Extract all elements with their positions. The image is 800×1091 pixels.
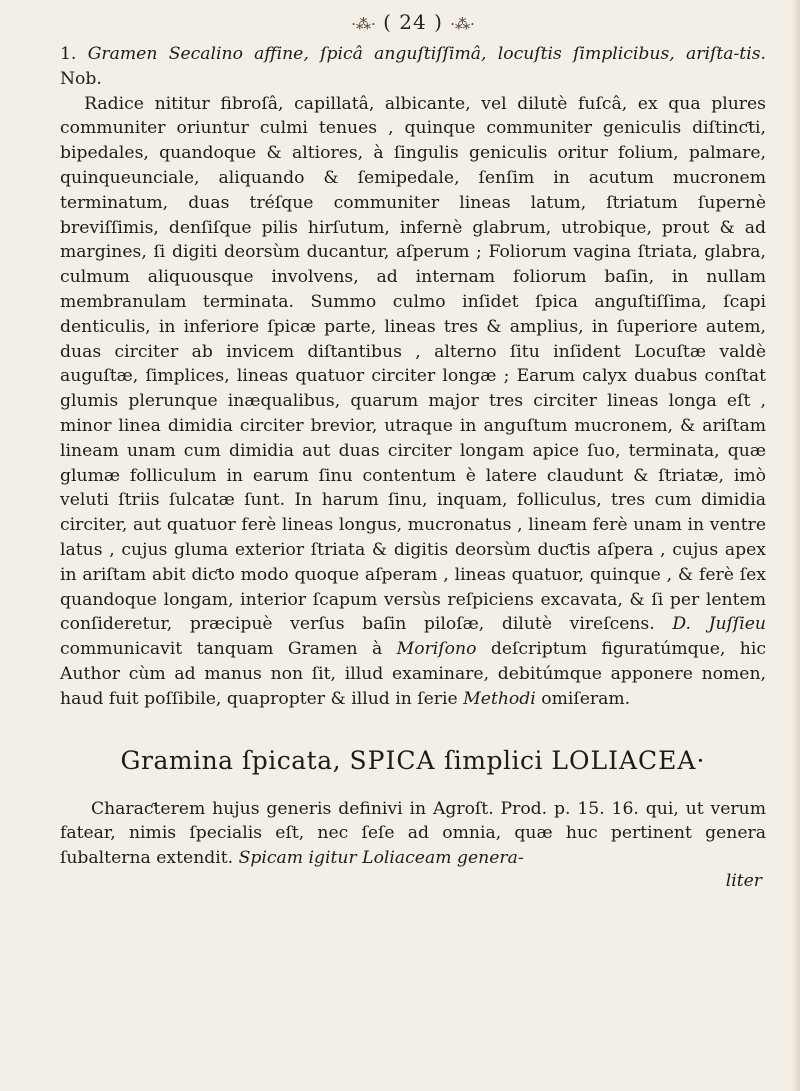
book-title: Methodi (463, 688, 536, 709)
entry-author: Nob. (60, 68, 102, 89)
genus-heading-part4: LOLIACEA· (551, 745, 706, 775)
entry-heading (60, 42, 766, 92)
catchword: liter (725, 870, 762, 891)
entry-title: Gramen Secalino affine, ſpicâ anguſtiſſimâ, locuſtis ſimplicibus, ariſta-tis. (87, 44, 766, 64)
genus-paragraph (60, 797, 766, 871)
ornament-left: ·⁂· (351, 15, 376, 33)
genus-paragraph-text: Charaƈterem hujus generis definivi in Agroſt. Prod. p. 15. 16. qui, ut verum fatear, nimis ſpecialis eſt, nec ſeſe ad omnia, quæ huc pertinent genera ſubalterna extendit. (60, 798, 766, 869)
person-name: D. Juſſieu (672, 614, 766, 635)
genus-paragraph-italic: Spicam igitur Loliaceam genera- (238, 848, 524, 869)
description-text: Radice nititur fibroſâ, capillatâ, albicante, vel dilutè fuſcâ, ex qua plures communiter oriuntur culmi tenues , quinque communiter geniculis diſtinƈti, bipedales, quandoque & altiores, à ſingulis geniculis oritur folium, palmare, quinqueunciale, aliquando & ſemipedale, ſenſim in acutum mucronem terminatum, duas tréſque communiter lineas latum, ſtriatum ſupernè breviſſimis, denſiſque pilis hirſutum, infernè glabrum, utrobique, prout & ad margines, ſi digiti deorsùm ducantur, aſperum ; Foliorum vagina ſtriata, glabra, culmum aliquousque involvens, ad internam foliorum baſin, in nullam membranulam terminata. Summo culmo inſidet ſpica anguſtiſſima, ſcapi denticulis, in inferiore ſpicæ parte, lineas tres & amplius, in ſuperiore autem, duas circiter ab invicem diſtantibus , alterno ſitu inſident Locuſtæ valdè auguſtæ, ſimplices, lineas quatuor circiter longæ ; Earum calyx duabus conſtat glumis plerunque inæqualibus, quarum major tres circiter lineas longa eſt , minor linea dimidia circiter brevior, utraque in anguſtum mucronem, & ariſtam lineam unam cum dimidia aut duas circiter longam apice ſuo, terminata, quæ glumæ folliculum in earum ſinu contentum è latere claudunt & ſtriatæ, imò veluti ſtriis ſulcatæ ſunt. In harum ſinu, inquam, folliculus, tres cum dimidia circiter, aut quatuor ferè lineas longus, mucronatus , lineam ferè unam in ventre latus , cujus gluma exterior ſtriata & digitis deorsùm duƈtis aſpera , cujus apex in ariſtam abit diƈto modo quoque aſperam , lineas quatuor, quinque , & ferè ſex quandoque longam, interior ſcapum versùs reſpiciens excavata, & ſi per lentem conſideretur, præcipuè verſus baſin piloſæ, dilutè vireſcens. (60, 93, 766, 635)
page-number: ( 24 ) (383, 10, 443, 34)
genus-heading-part1: Gramina ſpicata, (120, 745, 342, 775)
genus-heading-part2: SPICA (349, 745, 436, 775)
description-end: omiſeram. (541, 688, 631, 709)
genus-heading-part3: ſimplici (444, 745, 543, 775)
entry-number: 1. (60, 44, 77, 64)
species-entry (60, 42, 766, 712)
description-mid: communicavit tanquam Gramen à (60, 639, 383, 660)
ornament-right: ·⁂· (450, 15, 475, 33)
author-name: Moriſono (396, 639, 477, 660)
page-header (60, 10, 766, 34)
entry-description (60, 92, 766, 712)
genus-heading (60, 746, 766, 775)
description-tail: deſcriptum figuratúmque, hic Author cùm ad manus non ſit, illud examinare, debitúmque apponere nomen, haud fuit poſſibile, quapropter & illud in ſerie (60, 639, 766, 709)
page-edge-shadow (792, 0, 800, 1091)
